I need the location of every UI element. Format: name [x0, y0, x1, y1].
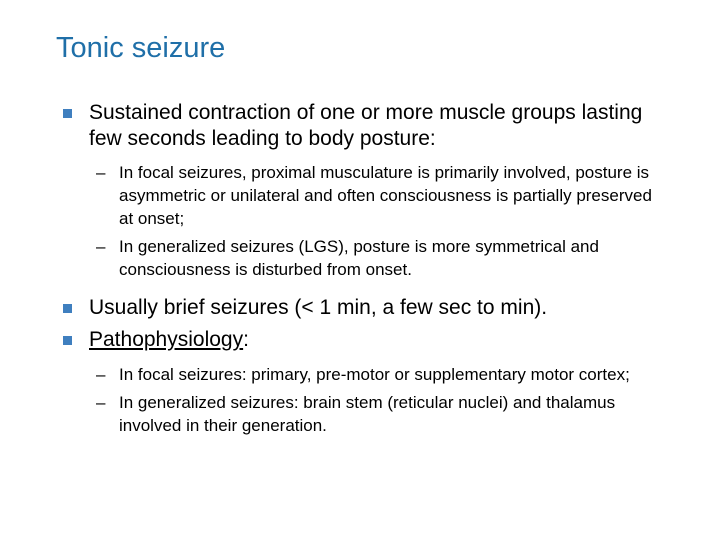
- dash-bullet-icon: –: [96, 237, 106, 256]
- dash-bullet-icon: –: [96, 393, 106, 412]
- bullet-item: [63, 100, 663, 152]
- square-bullet-icon: [63, 109, 72, 118]
- bullet-text: Sustained contraction of one or more muscle groups lasting few seconds leading to body posture:: [89, 101, 643, 150]
- bullet-text-underlined: Pathophysiology: [89, 328, 244, 351]
- bullet-item: [63, 295, 663, 321]
- dash-bullet-icon: –: [96, 163, 106, 182]
- slide-body: [63, 100, 663, 437]
- square-bullet-icon: [63, 336, 72, 345]
- bullet-item: [63, 327, 663, 353]
- sub-bullet-item: [63, 161, 663, 230]
- sub-bullet-text: In generalized seizures: brain stem (reticular nuclei) and thalamus involved in their generation.: [119, 393, 616, 435]
- sub-bullet-item: [63, 391, 663, 437]
- sub-bullet-text: In focal seizures: primary, pre-motor or supplementary motor cortex;: [119, 365, 630, 384]
- slide-title: Tonic seizure: [56, 32, 226, 64]
- sub-bullet-text: In focal seizures, proximal musculature is primarily involved, posture is asymmetric or unilateral and often consciousness is partially preserved at onset;: [119, 163, 652, 228]
- sub-bullet-item: [63, 235, 663, 281]
- sub-bullet-text: In generalized seizures (LGS), posture is more symmetrical and consciousness is disturbed from onset.: [119, 237, 599, 279]
- bullet-text: Usually brief seizures (< 1 min, a few sec to min).: [89, 296, 548, 319]
- square-bullet-icon: [63, 304, 72, 313]
- dash-bullet-icon: –: [96, 365, 106, 384]
- bullet-text-suffix: :: [243, 328, 249, 351]
- sub-bullet-item: [63, 363, 663, 386]
